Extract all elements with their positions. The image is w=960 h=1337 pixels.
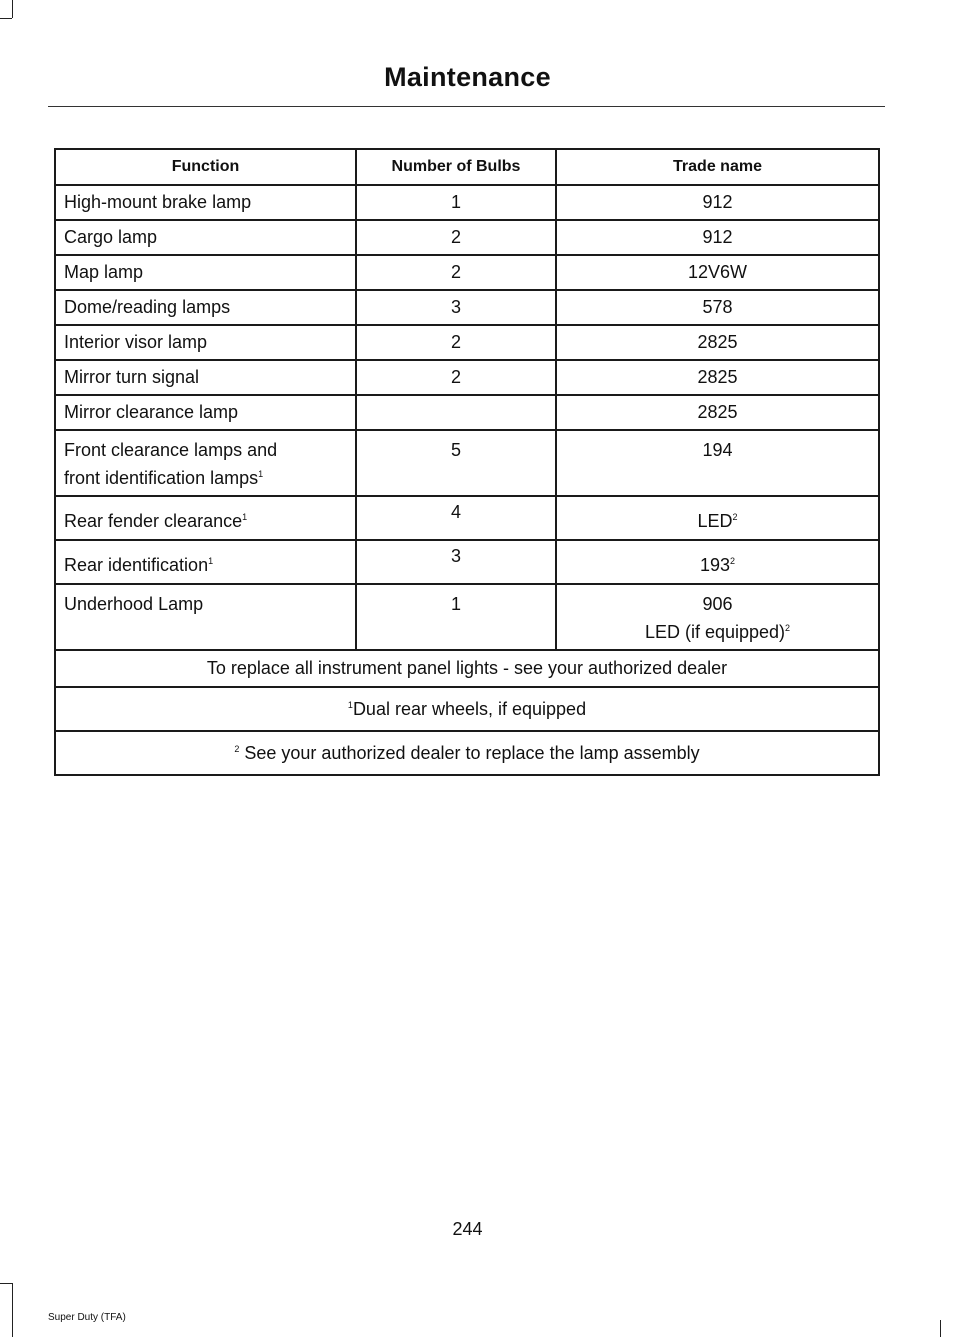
- table-row: [55, 430, 879, 496]
- table-row: [55, 395, 879, 430]
- trade-name: 194: [702, 440, 733, 460]
- function-cell: [55, 584, 356, 650]
- footnote-marker: 1: [208, 555, 214, 566]
- column-header-trade-name: Trade name: [556, 149, 879, 185]
- footnote-marker: 2: [730, 555, 736, 566]
- trade-name: LED: [697, 510, 733, 531]
- footer-text: Super Duty (TFA): [48, 1312, 126, 1323]
- trade-name-cell: [556, 584, 879, 650]
- bulb-count-cell: 4: [356, 496, 556, 540]
- table-row: [55, 185, 879, 220]
- footnote-1: [55, 687, 879, 731]
- footnote-marker: 1: [242, 511, 248, 522]
- bulb-count-cell: [356, 430, 556, 496]
- table-row: [55, 325, 879, 360]
- trade-name-cell: [556, 496, 879, 540]
- function-cell: Mirror clearance lamp: [55, 395, 356, 430]
- function-cell: Dome/reading lamps: [55, 290, 356, 325]
- footnote-marker: 2: [234, 743, 240, 754]
- function-line: Front clearance lamps and: [64, 440, 278, 460]
- bulb-count-cell: 3: [356, 540, 556, 584]
- column-header-number-of-bulbs: Number of Bulbs: [356, 149, 556, 185]
- trade-name-cell: 912: [556, 220, 879, 255]
- crop-mark-bottom-left-v: [12, 1283, 13, 1337]
- page-title: Maintenance: [384, 62, 551, 92]
- footnote-row: [55, 687, 879, 731]
- footnote-marker: 1: [347, 699, 353, 710]
- table-row: [55, 220, 879, 255]
- title-divider: [48, 106, 885, 107]
- crop-mark-bottom-left-h: [0, 1283, 12, 1284]
- function-cell: [55, 540, 356, 584]
- footnote-2: [55, 731, 879, 775]
- footnote-marker: 2: [732, 511, 738, 522]
- function-cell: Mirror turn signal: [55, 360, 356, 395]
- function-text: Underhood Lamp: [64, 594, 204, 614]
- footnote-text: Dual rear wheels, if equipped: [352, 698, 587, 719]
- trade-name-cell: 12V6W: [556, 255, 879, 290]
- bulb-count-cell: 2: [356, 325, 556, 360]
- function-line: [64, 464, 347, 492]
- bulb-count-cell: [356, 584, 556, 650]
- trade-name-cell: 2825: [556, 395, 879, 430]
- trade-name-cell: 578: [556, 290, 879, 325]
- bulb-count-cell: 1: [356, 185, 556, 220]
- table-row: [55, 584, 879, 650]
- bulb-count-cell: 3: [356, 290, 556, 325]
- table-row: [55, 496, 879, 540]
- bulb-count-cell: 2: [356, 255, 556, 290]
- trade-name-cell: 2825: [556, 360, 879, 395]
- bulb-count: 5: [450, 440, 461, 460]
- page-number: 244: [452, 1219, 483, 1239]
- table-header-row: [55, 149, 879, 185]
- trade-name-cell: [556, 430, 879, 496]
- function-text: front identification lamps: [64, 468, 259, 488]
- table-note-row: [55, 650, 879, 687]
- column-header-function: Function: [55, 149, 356, 185]
- trade-name-cell: 2825: [556, 325, 879, 360]
- function-cell: Map lamp: [55, 255, 356, 290]
- crop-mark-bottom-right-v: [940, 1320, 941, 1337]
- function-cell: Cargo lamp: [55, 220, 356, 255]
- crop-mark-top-left-h: [0, 18, 12, 19]
- footnote-text: See your authorized dealer to replace the lamp assembly: [239, 742, 700, 763]
- dealer-note: To replace all instrument panel lights - see your authorized dealer: [55, 650, 879, 687]
- footnote-row: [55, 731, 879, 775]
- bulb-count-cell: [356, 395, 556, 430]
- trade-name: 193: [699, 554, 731, 575]
- footnote-marker: 1: [258, 469, 264, 479]
- bulb-table: [54, 148, 880, 776]
- function-cell: [55, 496, 356, 540]
- footnote-marker: 2: [785, 623, 791, 633]
- trade-name: LED (if equipped): [644, 622, 786, 642]
- table-row: [55, 290, 879, 325]
- function-cell: [55, 430, 356, 496]
- bulb-count: 1: [450, 594, 461, 614]
- table-row: [55, 360, 879, 395]
- trade-name: 906: [702, 594, 733, 614]
- bulb-count-cell: 2: [356, 360, 556, 395]
- function-cell: High-mount brake lamp: [55, 185, 356, 220]
- trade-name-cell: 912: [556, 185, 879, 220]
- function-cell: Interior visor lamp: [55, 325, 356, 360]
- bulb-count-cell: 2: [356, 220, 556, 255]
- table-row: [55, 540, 879, 584]
- trade-name-line: [565, 618, 870, 646]
- table-row: [55, 255, 879, 290]
- trade-name-cell: [556, 540, 879, 584]
- crop-mark-top-left-v: [12, 0, 13, 18]
- function-text: Rear identification: [64, 554, 209, 575]
- function-text: Rear fender clearance: [64, 510, 243, 531]
